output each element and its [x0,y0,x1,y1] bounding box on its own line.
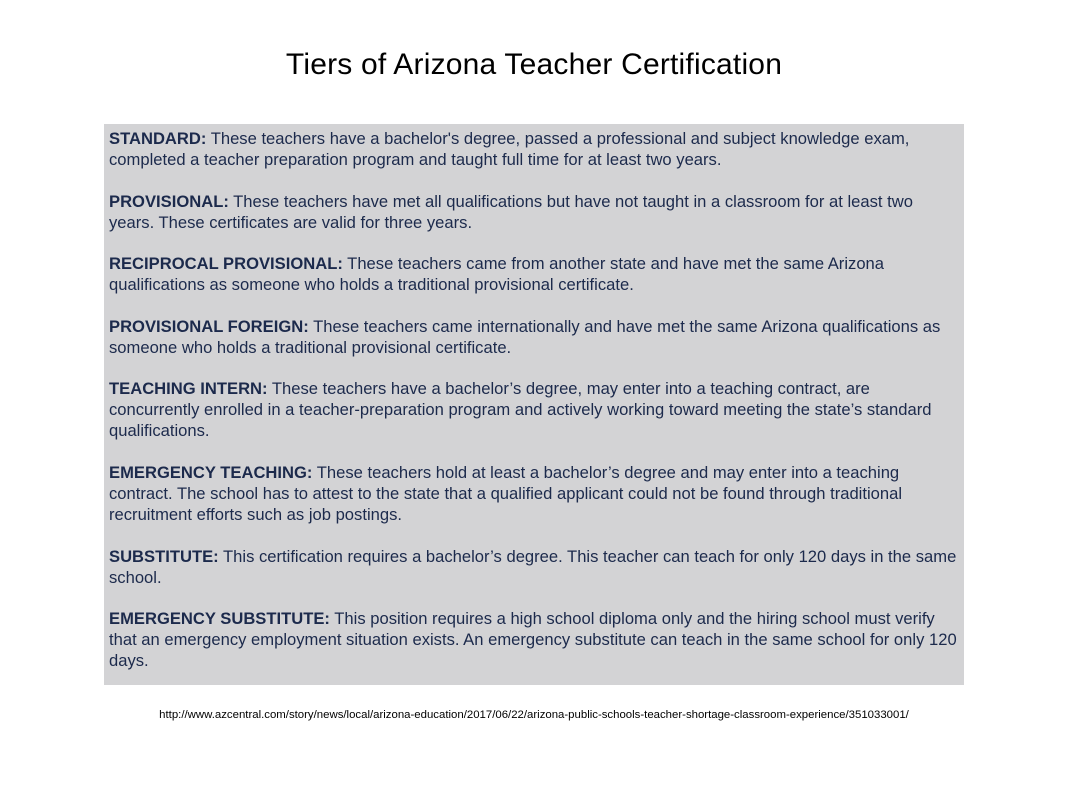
certification-tiers-panel [104,124,964,685]
tier-description: These teachers have a bachelor’s degree, may enter into a teaching contract, are concurrently enrolled in a teacher-preparation program and actively working toward meeting the state’s standard qualifications. [109,379,932,441]
tier-term: PROVISIONAL: [109,191,229,211]
tier-term: PROVISIONAL FOREIGN: [109,316,309,336]
tier-term: EMERGENCY SUBSTITUTE: [109,609,330,629]
tier-term: TEACHING INTERN: [109,379,268,399]
tier-teaching-intern [109,378,960,441]
tier-description: This position requires a high school diploma only and the hiring school must verify that an emergency employment situation exists. An emergency substitute can teach in the same school for only 120 days. [109,609,957,671]
tier-term: RECIPROCAL PROVISIONAL: [109,254,343,274]
tier-provisional-foreign [109,316,960,358]
source-url: http://www.azcentral.com/story/news/local/arizona-education/2017/06/22/arizona-public-schools-teacher-shortage-classroom-experience/351033001/ [159,709,909,721]
page-title: Tiers of Arizona Teacher Certification [285,48,783,81]
tier-description: These teachers have met all qualifications but have not taught in a classroom for at least two years. These certificates are valid for three years. [109,191,913,232]
tier-description: These teachers came internationally and have met the same Arizona qualifications as someone who holds a traditional provisional certificate. [109,316,941,357]
tier-term: SUBSTITUTE: [109,546,219,566]
tier-description: These teachers have a bachelor's degree, passed a professional and subject knowledge exam, completed a teacher preparation program and taught full time for at least two years. [109,129,910,169]
tier-emergency-teaching [109,462,960,525]
tier-term: STANDARD: [109,129,207,148]
tier-emergency-substitute [109,608,960,671]
tier-term: EMERGENCY TEACHING: [109,462,313,482]
tier-reciprocal-provisional [109,253,960,295]
tier-description: These teachers came from another state and have met the same Arizona qualifications as someone who holds a traditional provisional certificate. [109,254,885,295]
tier-standard [109,128,960,170]
tier-substitute [109,546,960,588]
tier-description: These teachers hold at least a bachelor’s degree and may enter into a teaching contract. The school has to attest to the state that a qualified applicant could not be found through traditional recruitment efforts such as job postings. [109,462,903,524]
tier-description: This certification requires a bachelor’s degree. This teacher can teach for only 120 days in the same school. [109,546,957,587]
tier-provisional [109,191,960,233]
